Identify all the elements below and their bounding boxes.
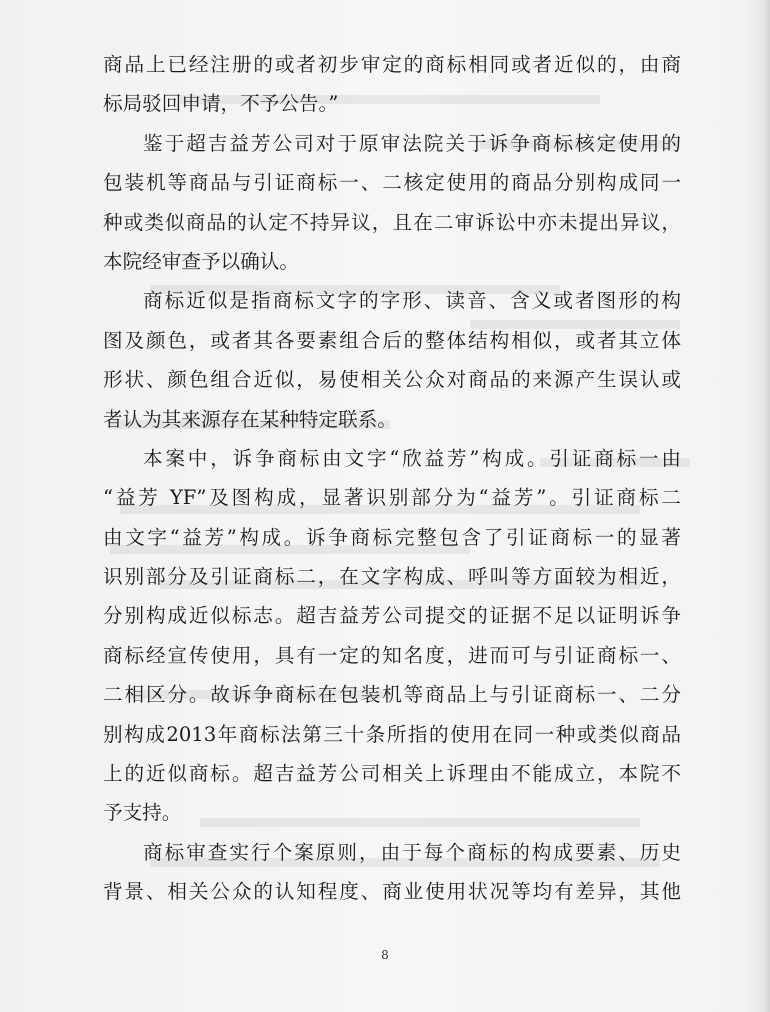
text-line: 予支持。 — [103, 801, 182, 825]
text-line: “益芳 YF”及图构成，显著识别部分为“益芳”。引证商标二 — [103, 486, 681, 510]
body-text — [103, 45, 681, 912]
page-edge-shadow — [746, 0, 770, 1012]
text-line: 背景、相关公众的认知程度、商业使用状况等均有差异，其他 — [103, 880, 681, 904]
text-line: 别构成2013年商标法第三十条所指的使用在同一种或类似商品 — [103, 722, 681, 746]
text-line: 商标经宣传使用，具有一定的知名度，进而可与引证商标一、 — [103, 643, 681, 667]
text-line: 商品上已经注册的或者初步审定的商标相同或者近似的，由商 — [103, 53, 681, 76]
text-line: 形状、颜色组合近似，易使相关公众对商品的来源产生误认或 — [103, 368, 681, 392]
text-line: 上的近似商标。超吉益芳公司相关上诉理由不能成立，本院不 — [103, 762, 681, 786]
text-line: 商标审查实行个案原则，由于每个商标的构成要素、历史 — [143, 840, 681, 864]
text-line: 本案中，诉争商标由文字“欣益芳”构成。引证商标一由 — [143, 446, 681, 470]
page-number: 8 — [381, 948, 389, 962]
text-line: 图及颜色，或者其各要素组合后的整体结构相似，或者其立体 — [103, 328, 681, 352]
text-line: 分别构成近似标志。超吉益芳公司提交的证据不足以证明诉争 — [103, 604, 681, 628]
text-line: 种或类似商品的认定不持异议，且在二审诉讼中亦未提出异议， — [103, 210, 681, 234]
text-line: 商标近似是指商标文字的字形、读音、含义或者图形的构 — [143, 289, 681, 313]
text-line: 识别部分及引证商标二，在文字构成、呼叫等方面较为相近， — [103, 565, 681, 589]
text-line: 本院经审查予以确认。 — [103, 249, 299, 273]
text-line: 包装机等商品与引证商标一、二核定使用的商品分别构成同一 — [103, 171, 681, 195]
text-line: 者认为其来源存在某种特定联系。 — [103, 407, 397, 431]
text-line: 二相区分。故诉争商标在包装机等商品上与引证商标一、二分 — [103, 683, 681, 707]
text-line: 由文字“益芳”构成。诉争商标完整包含了引证商标一的显著 — [103, 525, 681, 549]
text-line: 鉴于超吉益芳公司对于原审法院关于诉争商标核定使用的 — [143, 131, 681, 155]
text-line: 标局驳回申请，不予公告。” — [103, 92, 339, 116]
